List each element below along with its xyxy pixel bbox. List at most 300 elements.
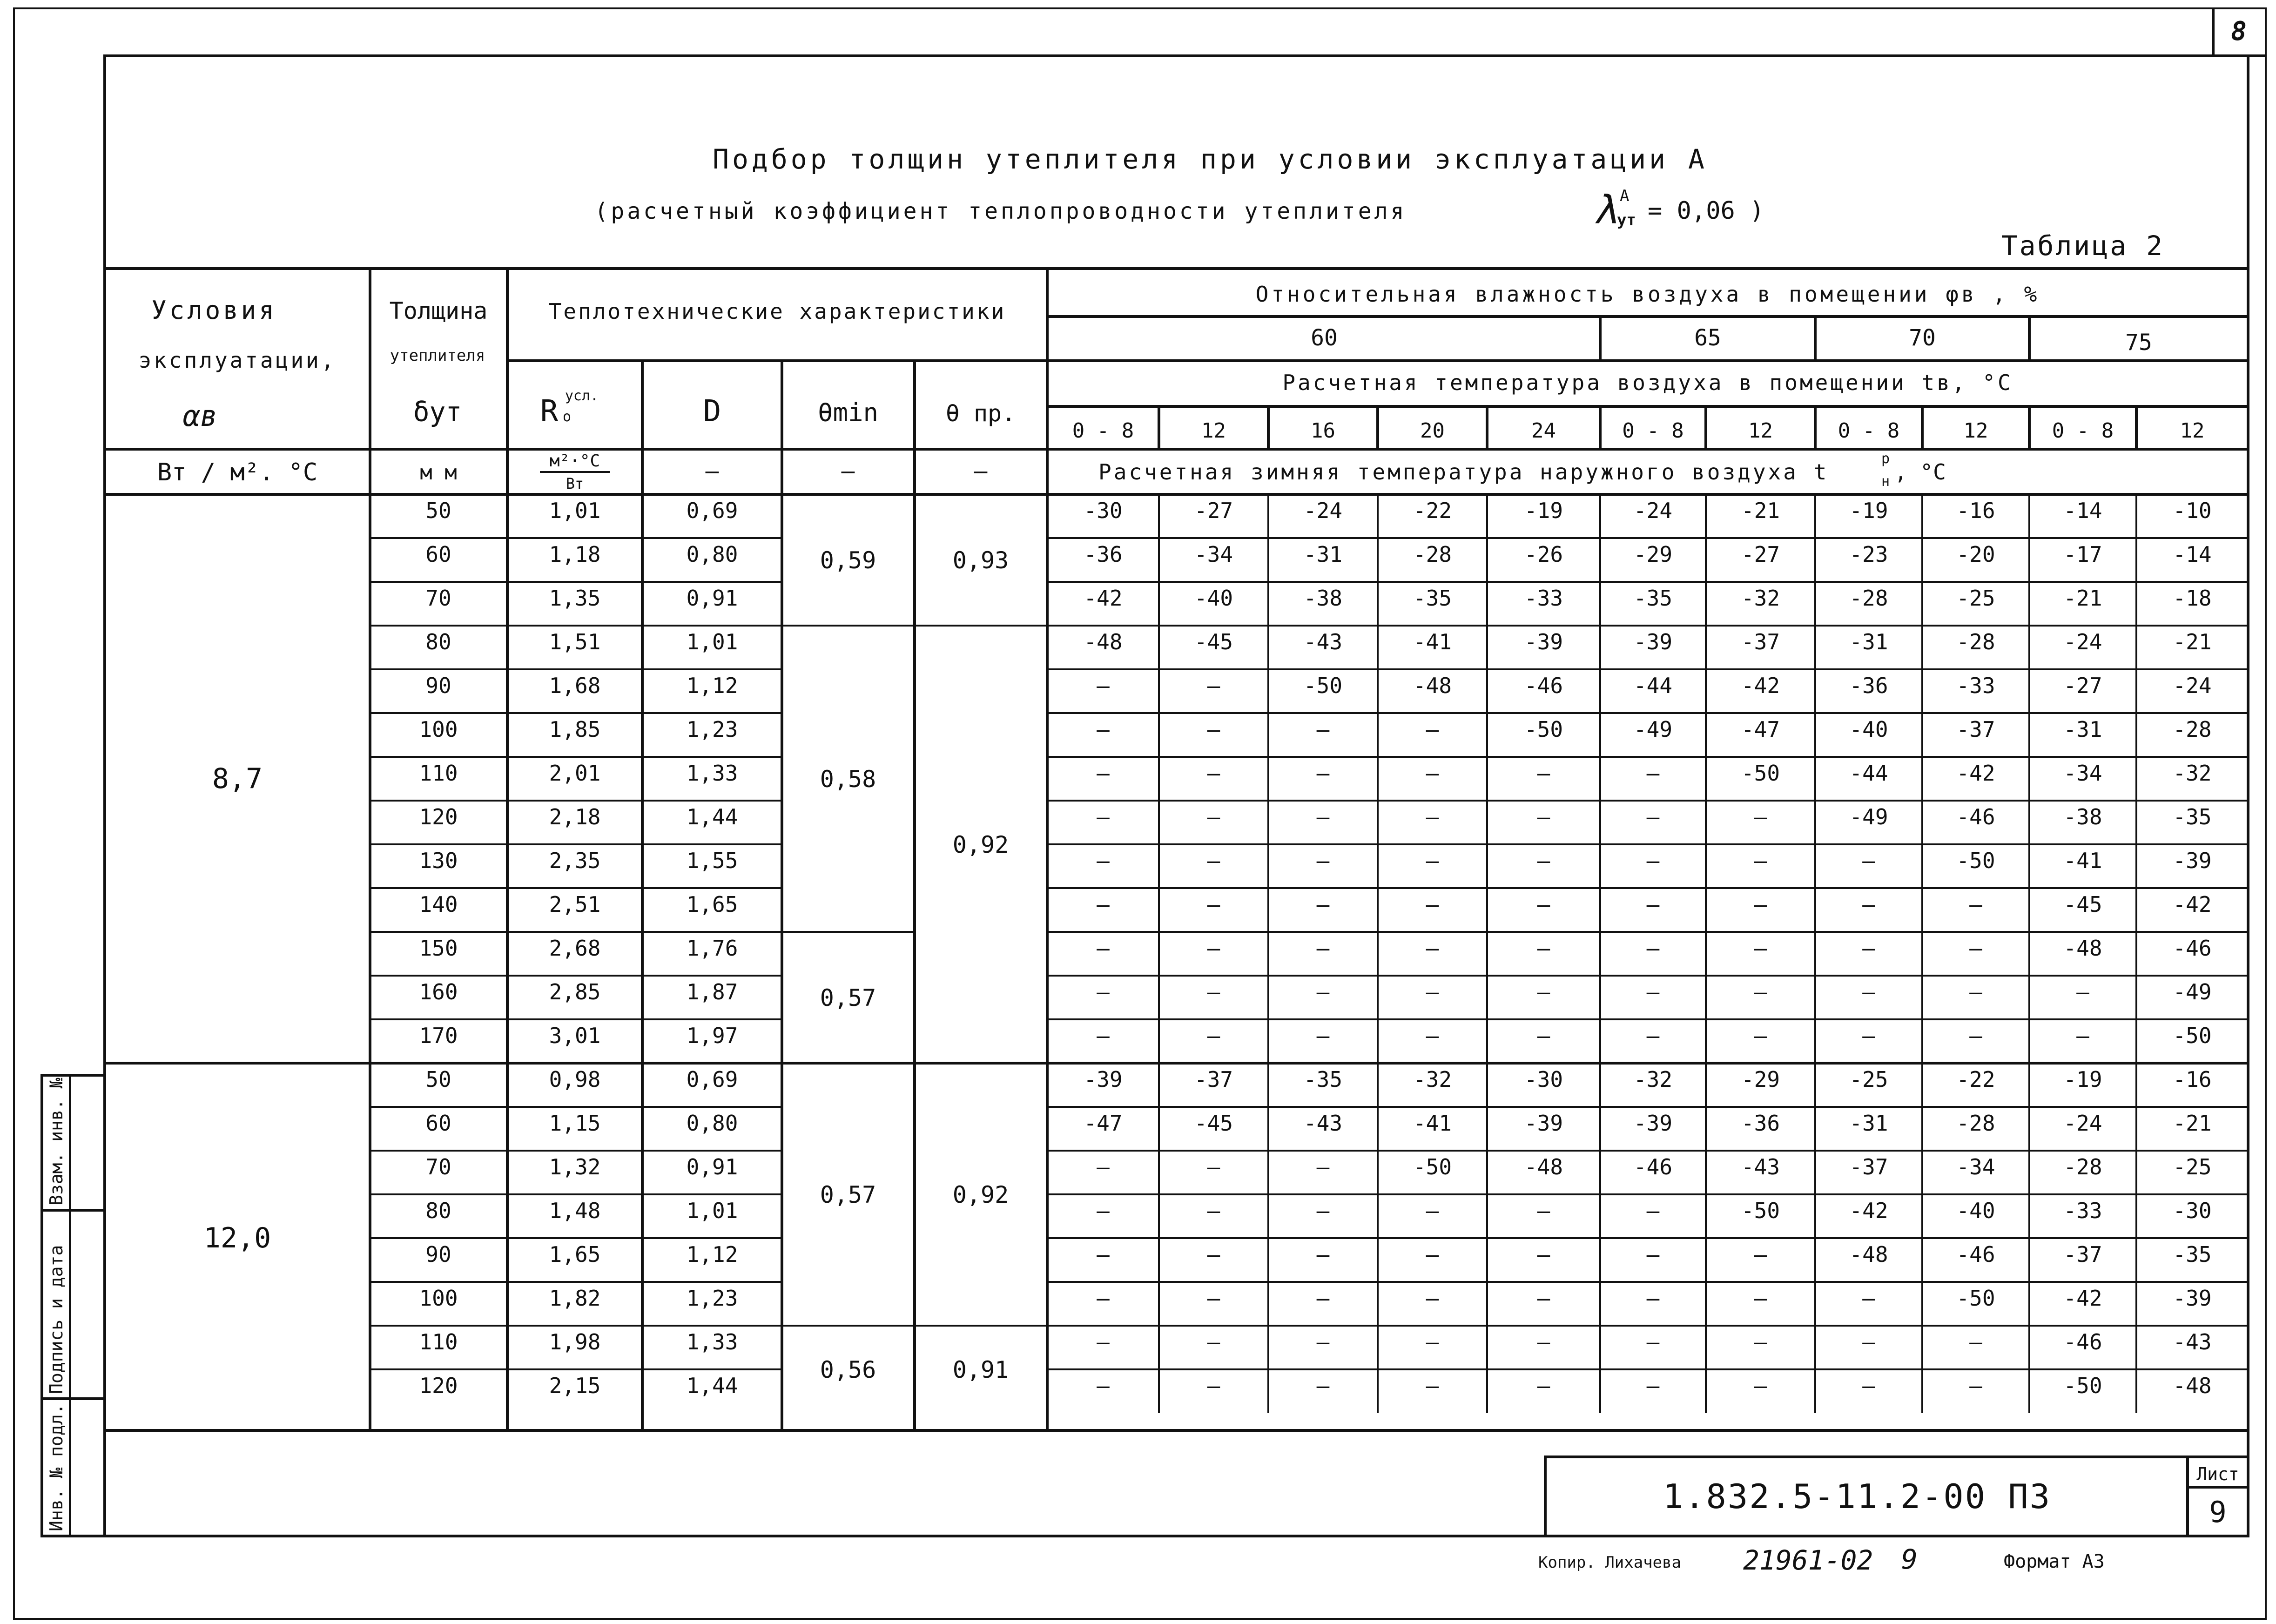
cell-outdoor-temp: — — [1207, 1286, 1220, 1311]
footer-order-no: 21961-02 — [1743, 1544, 1873, 1576]
cell-outdoor-temp: — — [1754, 936, 1767, 961]
stamp-doc-code: 1.832.5-11.2-00 ПЗ — [1663, 1477, 2052, 1516]
cell-r-value: 1,85 — [549, 717, 601, 742]
cell-outdoor-temp: — — [1754, 804, 1767, 829]
cell-outdoor-temp: -36 — [1084, 542, 1123, 567]
cell-outdoor-temp: — — [1316, 1023, 1330, 1048]
cell-outdoor-temp: -20 — [1956, 542, 1995, 567]
cell-outdoor-temp: — — [1097, 1198, 1110, 1223]
cell-outdoor-temp: — — [2076, 1023, 2089, 1048]
table-row — [419, 804, 2211, 829]
cell-outdoor-temp: — — [1537, 804, 1550, 829]
hdr-r-sub: о — [562, 409, 572, 425]
table-header — [138, 282, 2204, 492]
cell-outdoor-temp: -19 — [1849, 498, 1888, 523]
cell-outdoor-temp: — — [1862, 1286, 1875, 1311]
cell-outdoor-temp: — — [1862, 936, 1875, 961]
cell-outdoor-temp: — — [1537, 1198, 1550, 1223]
cell-outdoor-temp: -40 — [1956, 1198, 1995, 1223]
cell-outdoor-temp: -42 — [2173, 892, 2212, 917]
cell-outdoor-temp: -37 — [1741, 629, 1780, 654]
cell-outdoor-temp: — — [1316, 1286, 1330, 1311]
cell-thickness: 120 — [419, 804, 458, 829]
cell-outdoor-temp: — — [1426, 1286, 1439, 1311]
cell-outdoor-temp: -50 — [2063, 1373, 2102, 1398]
lambda-sub: ут — [1617, 211, 1636, 229]
cell-outdoor-temp: -35 — [2173, 1242, 2212, 1267]
cell-outdoor-temp: — — [1207, 1154, 1220, 1179]
drawing-frame — [105, 56, 2248, 1536]
cell-outdoor-temp: -39 — [1524, 629, 1563, 654]
cell-outdoor-temp: -33 — [1524, 586, 1563, 611]
title-line2 — [595, 187, 1764, 233]
cell-outdoor-temp: -48 — [1084, 629, 1123, 654]
cell-outdoor-temp: — — [1207, 1329, 1220, 1354]
cell-outdoor-temp: — — [1646, 848, 1660, 873]
cell-outdoor-temp: -28 — [2173, 717, 2212, 742]
cell-outdoor-temp: -44 — [1849, 761, 1888, 786]
hdr-temp-col: 0 - 8 — [1622, 419, 1684, 443]
cell-outdoor-temp: -43 — [2173, 1329, 2212, 1354]
cell-outdoor-temp: -28 — [1956, 629, 1995, 654]
cell-outdoor-temp: -23 — [1849, 542, 1888, 567]
cell-outdoor-temp: — — [1754, 848, 1767, 873]
cell-d-value: 1,12 — [686, 1242, 738, 1267]
cell-outdoor-temp: -46 — [1956, 804, 1995, 829]
cell-outdoor-temp: -49 — [1849, 804, 1888, 829]
hdr-outdoor-sup: р — [1881, 451, 1890, 467]
cell-outdoor-temp: — — [1862, 979, 1875, 1004]
cell-outdoor-temp: -43 — [1741, 1154, 1780, 1179]
cell-outdoor-temp: -21 — [1741, 498, 1780, 523]
cell-outdoor-temp: — — [1426, 1373, 1439, 1398]
side-inv-repl: Взам. инв. № — [46, 1078, 67, 1206]
hdr-temp-col: 0 - 8 — [2052, 419, 2114, 443]
cell-outdoor-temp: — — [1754, 1373, 1767, 1398]
cell-outdoor-temp: -35 — [2173, 804, 2212, 829]
cell-outdoor-temp: -48 — [1849, 1242, 1888, 1267]
cell-outdoor-temp: — — [1862, 848, 1875, 873]
cell-outdoor-temp: — — [1862, 1329, 1875, 1354]
cell-outdoor-temp: — — [1537, 761, 1550, 786]
table-row — [419, 1373, 2211, 1398]
cell-outdoor-temp: — — [1097, 1373, 1110, 1398]
cell-outdoor-temp: -42 — [1849, 1198, 1888, 1223]
cell-r-value: 1,65 — [549, 1242, 601, 1267]
cell-outdoor-temp: — — [1097, 1242, 1110, 1267]
corner-number: 8 — [2231, 16, 2247, 47]
cell-outdoor-temp: -42 — [1741, 673, 1780, 698]
group-alpha-0 — [212, 498, 2212, 1048]
cell-d-value: 1,65 — [686, 892, 738, 917]
cell-outdoor-temp: -46 — [1633, 1154, 1673, 1179]
cell-outdoor-temp: -45 — [1194, 1111, 1233, 1136]
cell-outdoor-temp: — — [1316, 1198, 1330, 1223]
group-alpha-1 — [204, 1067, 2212, 1398]
cell-d-value: 0,69 — [686, 1067, 738, 1092]
cell-d-value: 0,80 — [686, 1111, 738, 1136]
cell-tmin: 0,57 — [820, 1181, 876, 1208]
cell-outdoor-temp: -38 — [1303, 586, 1343, 611]
cell-thickness: 50 — [425, 498, 451, 523]
cell-thickness: 70 — [425, 1154, 451, 1179]
cell-outdoor-temp: -48 — [1524, 1154, 1563, 1179]
cell-outdoor-temp: — — [1316, 717, 1330, 742]
table-row — [425, 542, 2211, 567]
cell-outdoor-temp: -48 — [2173, 1373, 2212, 1398]
cell-outdoor-temp: — — [1537, 1286, 1550, 1311]
table-body — [105, 494, 2248, 1413]
hdr-temp-col: 12 — [2180, 419, 2205, 443]
cell-thickness: 50 — [425, 1067, 451, 1092]
cell-outdoor-temp: — — [1646, 1198, 1660, 1223]
cell-outdoor-temp: — — [1097, 848, 1110, 873]
unit-tmin-dash: — — [841, 458, 855, 484]
hdr-temp-col: 20 — [1420, 419, 1445, 443]
cell-outdoor-temp: — — [1426, 1242, 1439, 1267]
group-alpha-value: 8,7 — [212, 762, 263, 795]
cell-outdoor-temp: -42 — [1956, 761, 1995, 786]
cell-outdoor-temp: -24 — [2063, 629, 2102, 654]
cell-thickness: 80 — [425, 1198, 451, 1223]
cell-outdoor-temp: — — [1207, 717, 1220, 742]
cell-outdoor-temp: -42 — [2063, 1286, 2102, 1311]
cell-tmin: 0,56 — [820, 1356, 876, 1383]
unit-alpha: Вт / м². °С — [157, 458, 318, 486]
group-alpha-value: 12,0 — [203, 1222, 271, 1254]
cell-outdoor-temp: -37 — [1849, 1154, 1888, 1179]
table-label: Таблица 2 — [2001, 230, 2164, 262]
hdr-temp-col: 24 — [1531, 419, 1556, 443]
cell-outdoor-temp: — — [1426, 1329, 1439, 1354]
cell-thickness: 100 — [419, 1286, 458, 1311]
table-row — [419, 979, 2211, 1004]
hdr-hum-70: 70 — [1909, 325, 1936, 351]
cell-outdoor-temp: -46 — [2173, 936, 2212, 961]
cell-outdoor-temp: — — [1097, 892, 1110, 917]
side-inv-orig: Инв. № подл. — [46, 1403, 67, 1531]
hdr-hum-65: 65 — [1694, 325, 1721, 351]
table-row — [419, 717, 2211, 742]
cell-outdoor-temp: — — [1862, 1373, 1875, 1398]
cell-thickness: 60 — [425, 1111, 451, 1136]
table-row — [419, 1329, 2211, 1354]
cell-outdoor-temp: -44 — [1633, 673, 1673, 698]
stamp-sheet-no: 9 — [2209, 1495, 2227, 1529]
cell-outdoor-temp: -38 — [2063, 804, 2102, 829]
cell-outdoor-temp: — — [1207, 1198, 1220, 1223]
cell-outdoor-temp: — — [2076, 979, 2089, 1004]
cell-d-value: 1,44 — [686, 804, 738, 829]
cell-d-value: 1,33 — [686, 1329, 738, 1354]
hdr-thermo: Теплотехнические характеристики — [548, 299, 1006, 324]
hdr-conditions-l2: эксплуатации, — [138, 348, 337, 373]
cell-outdoor-temp: — — [1426, 1198, 1439, 1223]
cell-outdoor-temp: -47 — [1084, 1111, 1123, 1136]
footer-num: 9 — [1901, 1543, 1918, 1575]
cell-tmin: 0,59 — [820, 547, 876, 574]
cell-outdoor-temp: -10 — [2173, 498, 2212, 523]
cell-r-value: 1,51 — [549, 629, 601, 654]
cell-outdoor-temp: — — [1537, 848, 1550, 873]
cell-outdoor-temp: — — [1646, 1023, 1660, 1048]
cell-outdoor-temp: — — [1426, 717, 1439, 742]
hdr-r-label: R — [540, 394, 559, 429]
table-row — [419, 1286, 2211, 1311]
cell-thickness: 130 — [419, 848, 458, 873]
cell-thickness: 70 — [425, 586, 451, 611]
cell-outdoor-temp: — — [1426, 936, 1439, 961]
cell-outdoor-temp: -34 — [1194, 542, 1233, 567]
cell-outdoor-temp: -24 — [2173, 673, 2212, 698]
cell-outdoor-temp: -50 — [1956, 1286, 1995, 1311]
cell-outdoor-temp: -32 — [1413, 1067, 1452, 1092]
cell-outdoor-temp: — — [1316, 1154, 1330, 1179]
hdr-temp-col: 0 - 8 — [1072, 419, 1134, 443]
cell-outdoor-temp: — — [1646, 892, 1660, 917]
cell-tpr: 0,92 — [952, 1181, 1009, 1208]
cell-outdoor-temp: — — [1969, 1023, 1982, 1048]
cell-outdoor-temp: -50 — [1303, 673, 1343, 698]
hdr-thickness-l2: утеплителя — [390, 346, 485, 365]
cell-outdoor-temp: — — [1097, 673, 1110, 698]
cell-outdoor-temp: — — [1097, 1154, 1110, 1179]
cell-outdoor-temp: — — [1207, 1373, 1220, 1398]
cell-tmin: 0,58 — [820, 766, 876, 793]
cell-outdoor-temp: — — [1537, 979, 1550, 1004]
cell-d-value: 1,55 — [686, 848, 738, 873]
cell-outdoor-temp: — — [1207, 892, 1220, 917]
cell-tmin: 0,57 — [820, 984, 876, 1011]
cell-tpr: 0,93 — [952, 547, 1009, 574]
cell-outdoor-temp: — — [1754, 1286, 1767, 1311]
lambda-symbol: λ — [1594, 187, 1618, 233]
table-row — [419, 1023, 2211, 1048]
table-row — [425, 1067, 2211, 1092]
cell-outdoor-temp: -45 — [2063, 892, 2102, 917]
cell-outdoor-temp: — — [1969, 1329, 1982, 1354]
hdr-tpr-label: θ пр. — [945, 400, 1016, 427]
cell-outdoor-temp: — — [1316, 1373, 1330, 1398]
cell-tpr: 0,92 — [952, 831, 1009, 858]
cell-outdoor-temp: -24 — [2063, 1111, 2102, 1136]
cell-d-value: 0,91 — [686, 1154, 738, 1179]
cell-outdoor-temp: -40 — [1194, 586, 1233, 611]
cell-r-value: 2,35 — [549, 848, 601, 873]
cell-outdoor-temp: -17 — [2063, 542, 2102, 567]
cell-outdoor-temp: -28 — [1413, 542, 1452, 567]
cell-r-value: 1,98 — [549, 1329, 601, 1354]
cell-outdoor-temp: -21 — [2173, 629, 2212, 654]
cell-outdoor-temp: — — [1426, 979, 1439, 1004]
cell-outdoor-temp: -49 — [2173, 979, 2212, 1004]
cell-r-value: 2,15 — [549, 1373, 601, 1398]
cell-d-value: 0,91 — [686, 586, 738, 611]
unit-r-num: м²·°С — [549, 451, 600, 471]
cell-thickness: 140 — [419, 892, 458, 917]
cell-outdoor-temp: — — [1969, 892, 1982, 917]
cell-outdoor-temp: -35 — [1413, 586, 1452, 611]
cell-outdoor-temp: -27 — [1194, 498, 1233, 523]
cell-outdoor-temp: -34 — [1956, 1154, 1995, 1179]
cell-outdoor-temp: -40 — [1849, 717, 1888, 742]
cell-outdoor-temp: — — [1646, 979, 1660, 1004]
cell-outdoor-temp: -34 — [2063, 761, 2102, 786]
cell-outdoor-temp: -18 — [2173, 586, 2212, 611]
cell-outdoor-temp: -36 — [1741, 1111, 1780, 1136]
hdr-outdoor-sub: н — [1881, 473, 1890, 490]
cell-outdoor-temp: -28 — [1956, 1111, 1995, 1136]
cell-d-value: 1,44 — [686, 1373, 738, 1398]
hdr-temp-col: 12 — [1748, 419, 1773, 443]
cell-outdoor-temp: — — [1537, 1329, 1550, 1354]
cell-outdoor-temp: — — [1316, 761, 1330, 786]
table-row — [425, 629, 2211, 654]
hdr-temp-col: 16 — [1311, 419, 1335, 443]
table-row — [425, 586, 2211, 611]
cell-outdoor-temp: — — [1969, 936, 1982, 961]
cell-outdoor-temp: -50 — [1413, 1154, 1452, 1179]
cell-outdoor-temp: — — [1537, 1242, 1550, 1267]
cell-outdoor-temp: -32 — [1741, 586, 1780, 611]
cell-outdoor-temp: -14 — [2173, 542, 2212, 567]
cell-outdoor-temp: -46 — [2063, 1329, 2102, 1354]
cell-outdoor-temp: — — [1207, 848, 1220, 873]
cell-thickness: 80 — [425, 629, 451, 654]
cell-outdoor-temp: — — [1097, 804, 1110, 829]
cell-thickness: 160 — [419, 979, 458, 1004]
cell-d-value: 1,87 — [686, 979, 738, 1004]
cell-outdoor-temp: -25 — [2173, 1154, 2212, 1179]
cell-outdoor-temp: -27 — [2063, 673, 2102, 698]
cell-outdoor-temp: — — [1646, 761, 1660, 786]
table-row — [419, 848, 2211, 873]
hdr-thickness-l1: Толщина — [389, 297, 488, 324]
cell-d-value: 1,23 — [686, 1286, 738, 1311]
table-row — [425, 1198, 2211, 1223]
cell-outdoor-temp: -29 — [1633, 542, 1673, 567]
cell-outdoor-temp: — — [1646, 1329, 1660, 1354]
hdr-temp-col: 12 — [1201, 419, 1226, 443]
cell-outdoor-temp: -31 — [1849, 1111, 1888, 1136]
cell-outdoor-temp: — — [1316, 936, 1330, 961]
hdr-hum-60: 60 — [1311, 325, 1338, 351]
cell-outdoor-temp: -29 — [1741, 1067, 1780, 1092]
hdr-outdoor-unit: , °С — [1894, 459, 1946, 485]
cell-tpr: 0,91 — [952, 1356, 1009, 1383]
cell-outdoor-temp: — — [1646, 936, 1660, 961]
cell-outdoor-temp: -42 — [1084, 586, 1123, 611]
cell-r-value: 2,68 — [549, 936, 601, 961]
table-row — [419, 892, 2211, 917]
title-line2-prefix: (расчетный коэффициент теплопроводности утеплителя — [594, 198, 1407, 224]
table-row — [425, 498, 2211, 523]
cell-outdoor-temp: -39 — [2173, 848, 2212, 873]
footer-format: Формат А3 — [2004, 1551, 2105, 1572]
hdr-temp-col: 12 — [1963, 419, 1988, 443]
hdr-tmin-label: θmin — [817, 398, 879, 427]
cell-outdoor-temp: -48 — [1413, 673, 1452, 698]
cell-outdoor-temp: — — [1426, 804, 1439, 829]
table-row — [419, 761, 2211, 786]
cell-d-value: 1,76 — [686, 936, 738, 961]
cell-outdoor-temp: — — [1316, 892, 1330, 917]
cell-outdoor-temp: -37 — [2063, 1242, 2102, 1267]
cell-r-value: 1,68 — [549, 673, 601, 698]
cell-d-value: 1,12 — [686, 673, 738, 698]
unit-tpr-dash: — — [974, 458, 988, 484]
cell-r-value: 2,51 — [549, 892, 601, 917]
cell-d-value: 1,23 — [686, 717, 738, 742]
cell-d-value: 0,69 — [686, 498, 738, 523]
cell-thickness: 90 — [425, 1242, 451, 1267]
cell-thickness: 60 — [425, 542, 451, 567]
cell-thickness: 110 — [419, 1329, 458, 1354]
cell-thickness: 90 — [425, 673, 451, 698]
cell-outdoor-temp: — — [1862, 892, 1875, 917]
cell-r-value: 1,18 — [549, 542, 601, 567]
cell-outdoor-temp: — — [1207, 979, 1220, 1004]
cell-r-value: 1,32 — [549, 1154, 601, 1179]
cell-outdoor-temp: -39 — [1633, 629, 1673, 654]
cell-outdoor-temp: — — [1207, 1242, 1220, 1267]
cell-outdoor-temp: -22 — [1413, 498, 1452, 523]
cell-outdoor-temp: — — [1316, 804, 1330, 829]
cell-outdoor-temp: -19 — [2063, 1067, 2102, 1092]
cell-outdoor-temp: — — [1316, 1329, 1330, 1354]
cell-d-value: 1,97 — [686, 1023, 738, 1048]
cell-outdoor-temp: — — [1537, 892, 1550, 917]
cell-outdoor-temp: — — [1207, 804, 1220, 829]
cell-r-value: 0,98 — [549, 1067, 601, 1092]
cell-outdoor-temp: -24 — [1633, 498, 1673, 523]
cell-outdoor-temp: -39 — [1084, 1067, 1123, 1092]
cell-r-value: 1,48 — [549, 1198, 601, 1223]
cell-r-value: 1,35 — [549, 586, 601, 611]
hdr-temp-in: Расчетная температура воздуха в помещении tв, °С — [1282, 370, 2013, 395]
cell-outdoor-temp: — — [1646, 804, 1660, 829]
cell-outdoor-temp: — — [1316, 979, 1330, 1004]
cell-outdoor-temp: — — [1426, 892, 1439, 917]
page-border — [14, 8, 2266, 1619]
cell-outdoor-temp: — — [1316, 848, 1330, 873]
cell-outdoor-temp: -30 — [2173, 1198, 2212, 1223]
hdr-hum-75: 75 — [2125, 330, 2152, 356]
cell-r-value: 2,01 — [549, 761, 601, 786]
cell-outdoor-temp: — — [1207, 761, 1220, 786]
cell-r-value: 1,15 — [549, 1111, 601, 1136]
cell-outdoor-temp: — — [1426, 848, 1439, 873]
hdr-outdoor: Расчетная зимняя температура наружного воздуха t — [1098, 459, 1829, 485]
cell-outdoor-temp: — — [1969, 1373, 1982, 1398]
cell-outdoor-temp: -41 — [2063, 848, 2102, 873]
hdr-r-sup: усл. — [565, 388, 599, 404]
cell-outdoor-temp: -45 — [1194, 629, 1233, 654]
cell-outdoor-temp: — — [1537, 1023, 1550, 1048]
cell-outdoor-temp: -32 — [1633, 1067, 1673, 1092]
hdr-conditions-l1: Условия — [151, 296, 277, 325]
cell-d-value: 0,80 — [686, 542, 738, 567]
cell-outdoor-temp: — — [1097, 979, 1110, 1004]
cell-r-value: 1,01 — [549, 498, 601, 523]
cell-outdoor-temp: — — [1097, 1286, 1110, 1311]
cell-outdoor-temp: -19 — [1524, 498, 1563, 523]
cell-outdoor-temp: -50 — [1524, 717, 1563, 742]
cell-outdoor-temp: -39 — [1633, 1111, 1673, 1136]
cell-d-value: 1,01 — [686, 1198, 738, 1223]
cell-outdoor-temp: -31 — [1849, 629, 1888, 654]
cell-outdoor-temp: — — [1646, 1373, 1660, 1398]
